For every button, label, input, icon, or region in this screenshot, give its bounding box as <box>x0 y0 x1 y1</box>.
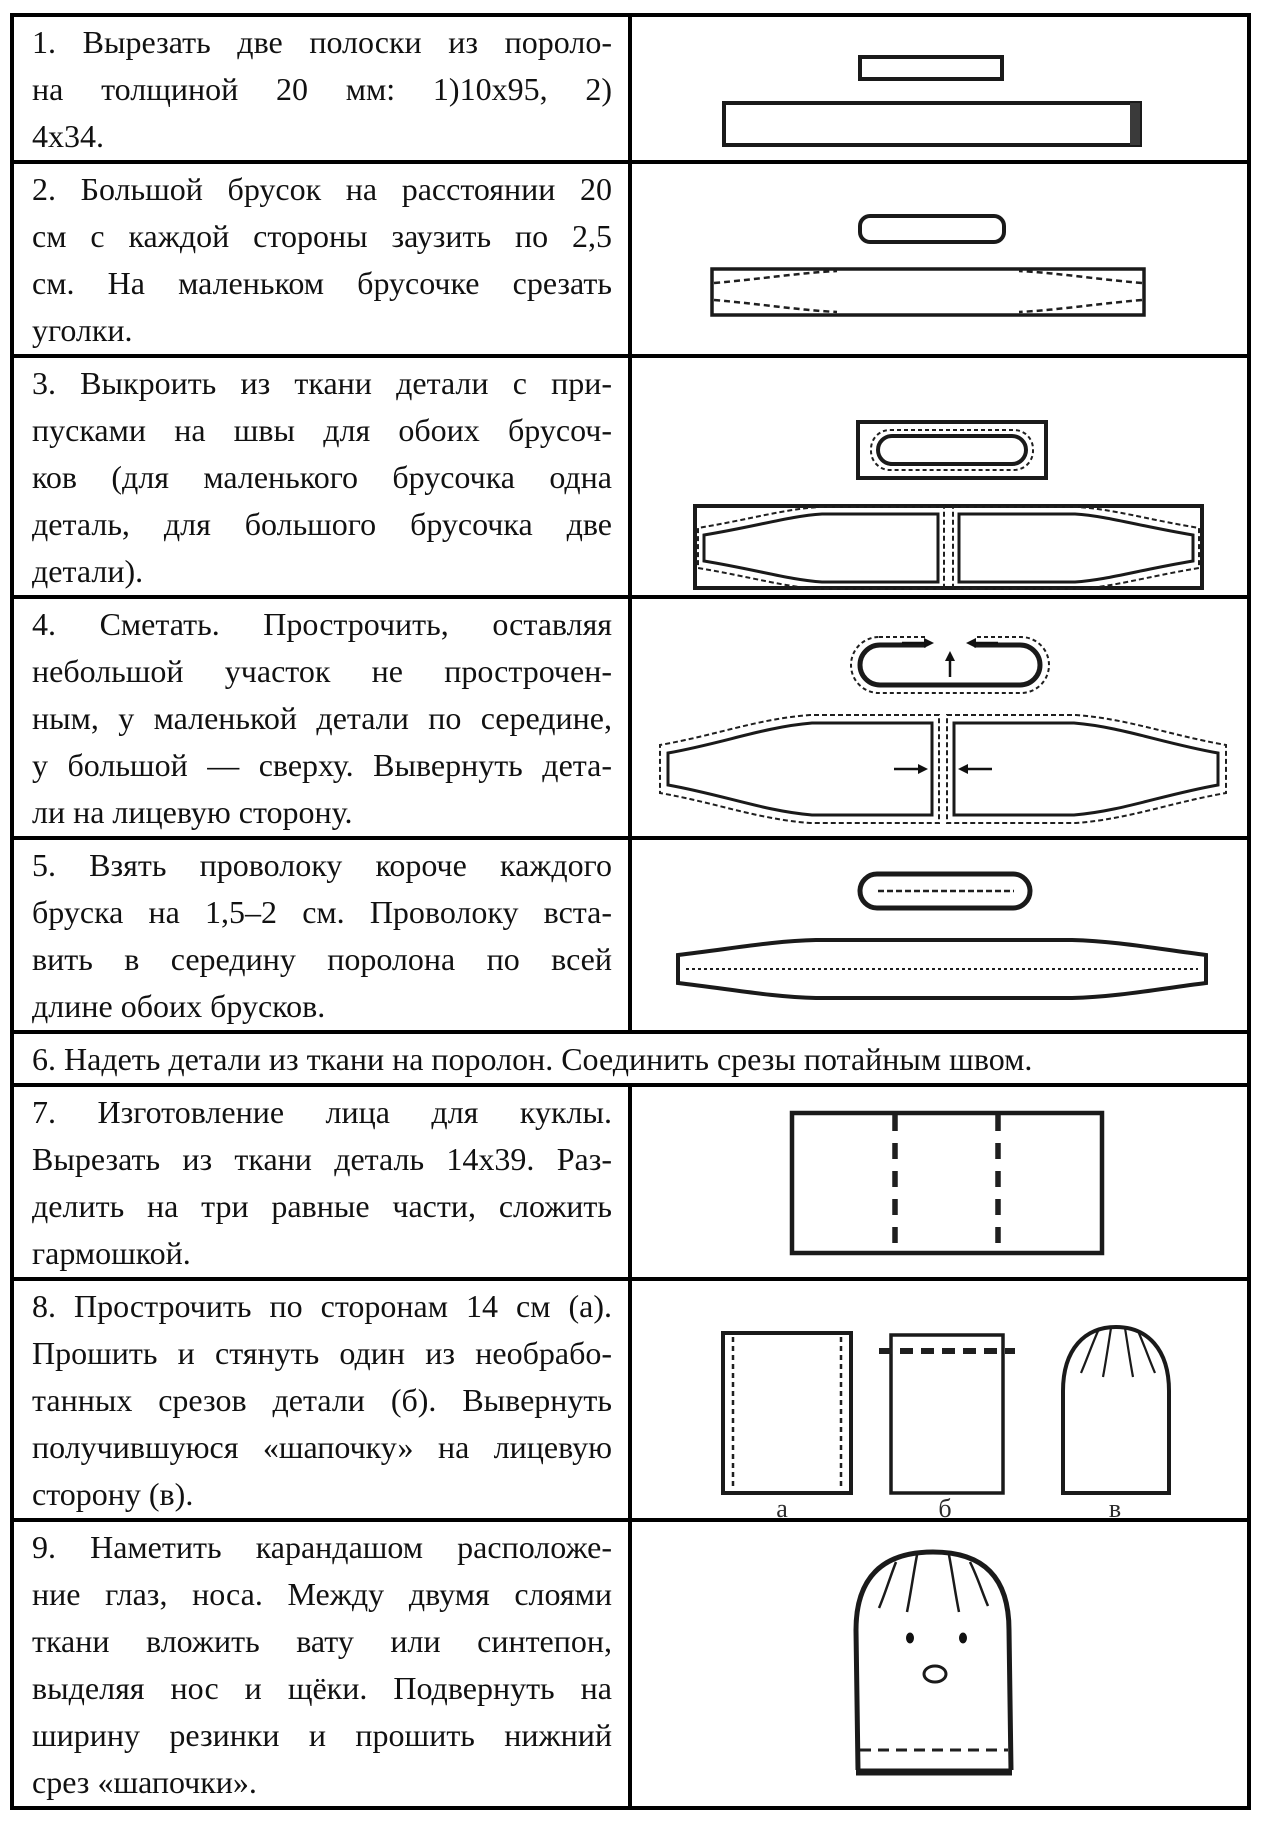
center-arrowhead-left <box>918 764 928 774</box>
step-5-text <box>14 840 632 1030</box>
text-line: см. На маленьком брусочке срезать <box>32 265 612 301</box>
left-piece-stitched <box>668 723 932 815</box>
step-9-figure <box>632 1522 1247 1806</box>
text-line: 4х34. <box>32 118 104 154</box>
text-line: 3. Выкроить из ткани детали с при- <box>32 365 612 401</box>
step-row-6 <box>14 1034 1247 1087</box>
step-3-text <box>14 358 632 595</box>
thirds-rectangle-diagram <box>632 1087 1247 1277</box>
face-cap-outline <box>856 1552 1011 1770</box>
two-foam-strips-diagram <box>632 17 1247 160</box>
text-line: сторону (в). <box>32 1476 194 1512</box>
doll-face-diagram <box>632 1522 1247 1806</box>
step-row-8 <box>14 1281 1247 1522</box>
text-line: у большой — сверху. Вывернуть дета- <box>32 747 612 783</box>
text-line: ткани вложить вату или синтепон, <box>32 1623 612 1659</box>
taper-line-left-top <box>714 271 837 283</box>
step-6-text <box>14 1034 1247 1083</box>
text-line: длине обоих брусков. <box>32 988 326 1024</box>
text-line: уголки. <box>32 312 133 348</box>
text-line: ков (для маленького брусочка одна <box>32 459 612 495</box>
text-line: бруска на 1,5–2 см. Проволоку вста- <box>32 894 612 930</box>
step-row-9 <box>14 1522 1247 1806</box>
step-8-text <box>14 1281 632 1518</box>
right-piece-seam-dashed <box>953 507 1199 589</box>
text-line: 7. Изготовление лица для куклы. <box>32 1094 612 1130</box>
text-line: см с каждой стороны заузить по 2,5 <box>32 218 612 254</box>
step-8-figure <box>632 1281 1247 1518</box>
text-line: 8. Прострочить по сторонам 14 см (а). <box>32 1288 612 1324</box>
right-piece-stitched <box>954 723 1218 815</box>
stage-v-hat <box>1063 1327 1169 1493</box>
text-line: 2. Большой брусок на расстоянии 20 <box>32 171 612 207</box>
text-line: Прошить и стянуть один из необрабо- <box>32 1335 612 1371</box>
text-line: 4. Сметать. Прострочить, оставляя <box>32 606 612 642</box>
text-line: получившуюся «шапочку» на лицевую <box>32 1429 612 1465</box>
left-eye <box>906 1633 914 1644</box>
text-line: 5. Взять проволоку короче каждого <box>32 847 612 883</box>
step-7-figure <box>632 1087 1247 1277</box>
text-line: вить в середину поролона по всей <box>32 941 612 977</box>
face-gather-3 <box>949 1555 959 1612</box>
small-strip-rounded-corners <box>860 216 1004 242</box>
text-line: ширину резинки и прошить нижний <box>32 1717 612 1753</box>
wire-insert-diagram <box>632 840 1247 1030</box>
stage-a-label: а <box>776 1494 788 1518</box>
step-row-3 <box>14 358 1247 599</box>
text-line: ным, у маленькой детали по середине, <box>32 700 612 736</box>
step-2-figure <box>632 164 1247 354</box>
stage-b-label: б <box>938 1494 952 1518</box>
hat-stages-diagram <box>632 1281 1247 1518</box>
step-2-text <box>14 164 632 354</box>
stage-v-label: в <box>1108 1494 1122 1518</box>
stage-v-gather-2 <box>1103 1328 1111 1377</box>
text-line: срез «шапочки». <box>32 1764 257 1800</box>
tapered-strips-diagram <box>632 164 1247 354</box>
step-9-text <box>14 1522 632 1806</box>
large-foam-strip <box>724 103 1140 145</box>
mouth <box>924 1666 946 1682</box>
step-7-text <box>14 1087 632 1277</box>
text-line: выделяя нос и щёки. Подвернуть на <box>32 1670 612 1706</box>
step-5-figure <box>632 840 1247 1030</box>
step-1-figure <box>632 17 1247 160</box>
stage-v-gather-3 <box>1125 1328 1133 1377</box>
face-fabric-rect <box>792 1113 1102 1253</box>
step-row-7 <box>14 1087 1247 1281</box>
large-fabric-rect <box>695 506 1202 588</box>
stage-b-rect <box>891 1335 1003 1493</box>
text-line: деталь, для большого брусочка две <box>32 506 612 542</box>
text-line: ние глаз, носа. Между двумя слоями <box>32 1576 612 1612</box>
text-line: делить на три равные части, сложить <box>32 1188 612 1224</box>
text-line: 9. Наметить карандашом расположе- <box>32 1529 612 1565</box>
step-4-text <box>14 599 632 836</box>
text-line: небольшой участок не прострочен- <box>32 653 612 689</box>
step-row-4 <box>14 599 1247 840</box>
left-piece-seam-dashed <box>698 507 944 589</box>
face-gather-2 <box>907 1555 917 1612</box>
taper-line-left-bottom <box>714 300 837 312</box>
right-eye <box>959 1633 967 1644</box>
center-arrowhead-right <box>958 764 968 774</box>
text-line: детали). <box>32 553 144 589</box>
small-piece-stadium <box>878 436 1026 464</box>
step-row-5 <box>14 840 1247 1034</box>
step-3-figure <box>632 358 1247 595</box>
stitched-pieces-diagram <box>632 599 1247 836</box>
fabric-pieces-diagram <box>632 358 1247 595</box>
step-4-figure <box>632 599 1247 836</box>
stage-a-rect <box>723 1333 851 1493</box>
small-foam-strip <box>860 57 1002 79</box>
taper-line-right-top <box>1019 271 1142 283</box>
step-row-2 <box>14 164 1247 358</box>
left-piece-outline <box>704 514 938 582</box>
step-row-1 <box>14 17 1247 164</box>
text-line: 1. Вырезать две полоски из пороло- <box>32 24 612 60</box>
text-line: на толщиной 20 мм: 1)10х95, 2) <box>32 71 612 107</box>
taper-line-right-bottom <box>1019 300 1142 312</box>
text-line: Вырезать из ткани деталь 14х39. Раз- <box>32 1141 612 1177</box>
text-line: 6. Надеть детали из ткани на поролон. Соединить срезы потайным швом. <box>32 1041 1033 1077</box>
step-1-text <box>14 17 632 160</box>
right-piece-outline <box>959 514 1193 582</box>
strip-end-edge <box>1130 103 1140 145</box>
text-line: танных срезов детали (б). Вывернуть <box>32 1382 612 1418</box>
text-line: пусками на швы для обоих брусоч- <box>32 412 612 448</box>
instruction-table <box>10 13 1251 1810</box>
text-line: гармошкой. <box>32 1235 191 1271</box>
text-line: ли на лицевую сторону. <box>32 794 353 830</box>
